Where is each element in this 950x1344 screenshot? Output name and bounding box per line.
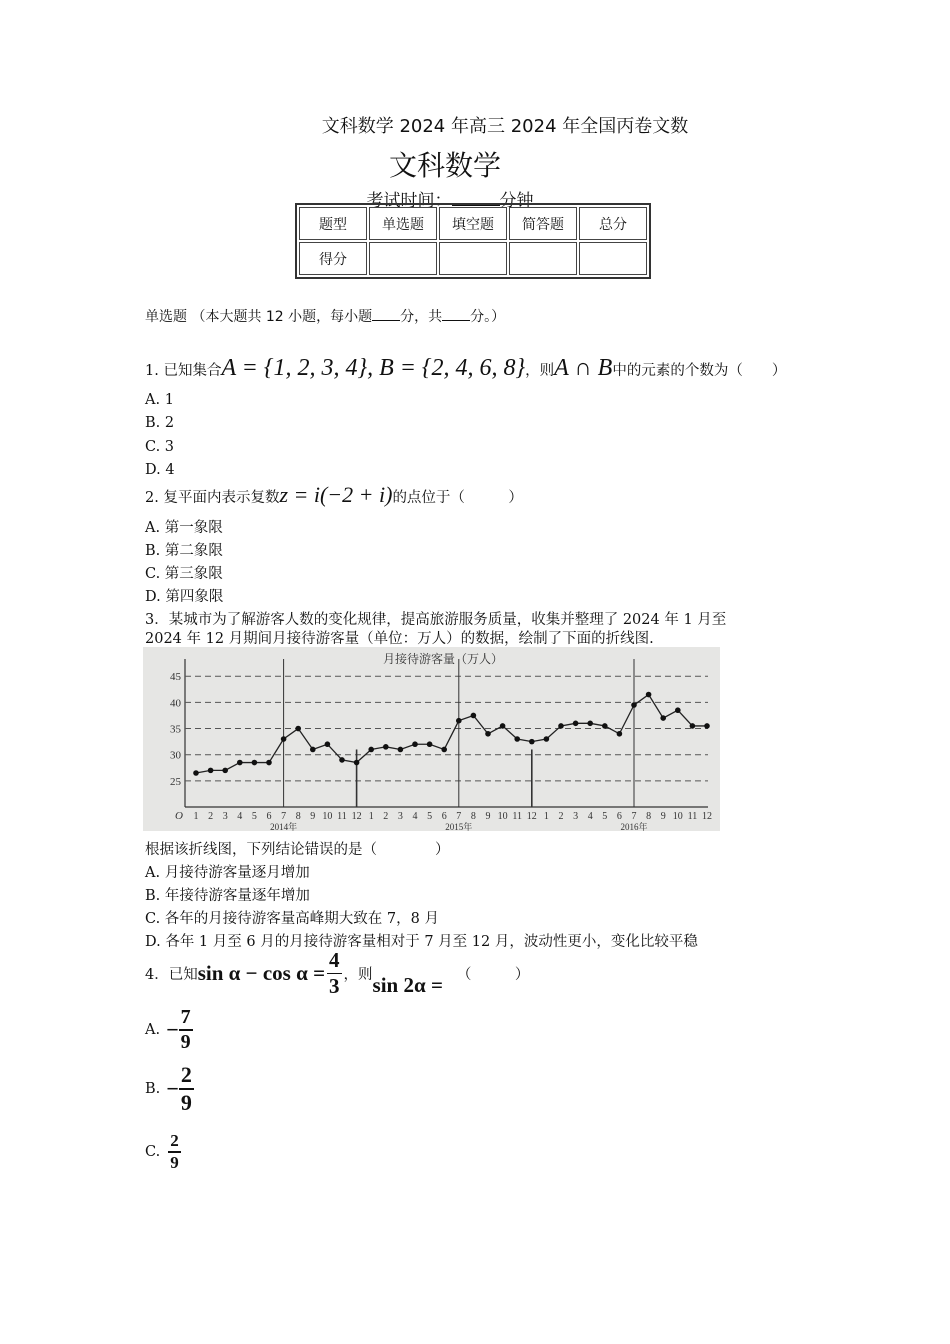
table-cell (369, 242, 437, 275)
data-point (602, 723, 608, 729)
x-tick-label: 5 (602, 811, 608, 822)
q2-option-b: B. 第二象限 (145, 543, 223, 559)
data-point (500, 723, 506, 729)
data-point (354, 760, 360, 766)
x-tick-label: 10 (672, 811, 683, 822)
q4-option-b-sign: − (166, 1076, 179, 1101)
x-tick-label: 3 (222, 811, 228, 822)
table-cell: 单选题 (369, 207, 437, 240)
section-blank-2 (442, 308, 470, 321)
q2-prefix: 2. 复平面内表示复数 (145, 490, 280, 506)
x-tick-label: 1 (193, 811, 199, 822)
data-point (675, 707, 681, 713)
x-tick-label: 2 (208, 811, 214, 822)
data-point (325, 741, 331, 747)
y-tick-label: 30 (170, 749, 181, 762)
x-tick-label: 8 (470, 811, 476, 822)
data-point (456, 718, 462, 724)
section-blank-1 (372, 308, 400, 321)
data-point (558, 723, 564, 729)
score-table-header-row (299, 207, 647, 240)
x-tick-label: 3 (573, 811, 579, 822)
table-cell (509, 242, 577, 275)
x-tick-label: 7 (456, 811, 462, 822)
q2-option-d: D. 第四象限 (145, 589, 224, 605)
q3-prompt: 根据该折线图，下列结论错误的是（ ） (145, 842, 450, 858)
section-text-2: 分，共 (400, 309, 443, 325)
data-point (471, 713, 477, 719)
table-cell: 简答题 (509, 207, 577, 240)
x-tick-label: 1 (368, 811, 374, 822)
chart-title: 月接待游客量（万人） (382, 652, 504, 666)
q4-option-c-num: 2 (168, 1131, 181, 1153)
q4-option-b-den: 9 (180, 1090, 192, 1115)
visitor-line-chart (143, 647, 720, 831)
q4-rhs: sin 2α = (372, 973, 443, 997)
document-title: 文科数学 (388, 149, 501, 182)
q4-option-b-num: 2 (179, 1062, 194, 1090)
y-tick-label: 40 (170, 697, 181, 710)
x-tick-label: 10 (497, 811, 508, 822)
year-label: 2015年 (445, 822, 473, 831)
q3-line-1: 3．某城市为了解游客人数的变化规律，提高旅游服务质量，收集并整理了 2024 年 1 月至 (145, 612, 727, 628)
data-point (646, 692, 652, 698)
data-point (339, 757, 345, 763)
x-tick-label: 6 (616, 811, 622, 822)
y-tick-label: 35 (170, 723, 181, 736)
q1-option-a: A. 1 (145, 392, 174, 408)
q1-option-c: C. 3 (145, 439, 175, 455)
data-point (573, 721, 579, 727)
q1-sets: A = {1, 2, 3, 4}, B = {2, 4, 6, 8} (221, 355, 526, 381)
x-tick-label: 4 (412, 811, 418, 822)
q4-mid: ，则 (343, 967, 373, 983)
data-point (222, 768, 228, 774)
q4-option-c (145, 1131, 181, 1173)
q4-lhs: sin α − cos α = (197, 961, 326, 985)
q3-line-2: 2024 年 12 月期间月接待游客量（单位：万人）的数据，绘制了下面的折线图. (145, 631, 654, 647)
x-tick-label: 12 (351, 811, 362, 822)
x-tick-label: 2 (383, 811, 389, 822)
q3-option-a: A. 月接待游客量逐月增加 (145, 865, 310, 881)
table-cell: 得分 (299, 242, 367, 275)
x-tick-label: 1 (543, 811, 549, 822)
year-label: 2016年 (620, 822, 648, 831)
q1-expr: A ∩ B (554, 355, 613, 381)
question-1 (145, 355, 786, 382)
question-4 (145, 948, 529, 999)
data-point (266, 760, 272, 766)
data-point (660, 715, 666, 721)
x-tick-label: 5 (427, 811, 433, 822)
q1-suffix: 中的元素的个数为（ ） (612, 363, 787, 379)
data-point (368, 747, 374, 753)
section-heading (145, 306, 505, 326)
table-cell (439, 242, 507, 275)
x-tick-label: 3 (397, 811, 403, 822)
header-line: 文科数学 2024 年高三 2024 年全国丙卷文数 (321, 116, 689, 137)
q4-option-a-fraction (179, 1006, 193, 1054)
y-tick-label: 25 (170, 775, 181, 788)
data-point (427, 741, 433, 747)
data-point (485, 731, 491, 737)
q4-option-b-label: B. (145, 1081, 161, 1097)
x-tick-label: 9 (310, 811, 316, 822)
q4-fraction (327, 948, 342, 999)
question-2 (145, 482, 523, 508)
data-point (441, 747, 447, 753)
q4-option-c-fraction (168, 1131, 181, 1173)
x-tick-label: 12 (702, 811, 712, 822)
data-point (617, 731, 623, 737)
data-point (281, 736, 287, 742)
q1-mid: ，则 (525, 363, 555, 379)
q4-option-a-sign: − (166, 1017, 179, 1042)
data-point (514, 736, 520, 742)
q4-frac-num: 4 (329, 948, 340, 972)
table-cell: 填空题 (439, 207, 507, 240)
y-tick-label: 45 (170, 671, 181, 684)
year-label: 2014年 (270, 822, 298, 831)
x-tick-label: 4 (587, 811, 593, 822)
x-tick-label: 8 (646, 811, 652, 822)
q4-prefix: 4．已知 (145, 967, 198, 983)
q4-option-a (145, 1006, 193, 1054)
q4-option-a-label: A. (145, 1022, 161, 1038)
q2-expr: z = i(−2 + i) (279, 482, 393, 507)
data-point (310, 747, 316, 753)
document-header (0, 112, 950, 211)
x-tick-label: 2 (558, 811, 564, 822)
score-table (295, 203, 651, 279)
q2-option-a: A. 第一象限 (145, 520, 223, 536)
q4-option-b (145, 1062, 194, 1116)
table-cell: 题型 (299, 207, 367, 240)
x-tick-label: 10 (322, 811, 333, 822)
data-point (412, 741, 418, 747)
q1-option-b: B. 2 (145, 415, 175, 431)
x-tick-label: 4 (237, 811, 243, 822)
x-tick-label: 7 (281, 811, 287, 822)
data-point (690, 723, 696, 729)
data-point (529, 739, 535, 745)
x-tick-label: 6 (266, 811, 272, 822)
x-tick-label: 6 (441, 811, 447, 822)
chart-svg (143, 647, 720, 831)
q4-frac-den: 3 (329, 974, 340, 998)
data-point (193, 770, 199, 776)
data-point (383, 744, 389, 750)
q4-option-c-label: C. (145, 1144, 161, 1160)
series-line (196, 695, 707, 773)
q3-option-b: B. 年接待游客量逐年增加 (145, 888, 310, 904)
origin-label: O (175, 810, 183, 822)
table-cell: 总分 (579, 207, 647, 240)
x-tick-label: 5 (251, 811, 257, 822)
data-point (704, 723, 710, 729)
q4-option-a-den: 9 (180, 1031, 191, 1053)
data-point (631, 702, 637, 708)
q3-option-c: C. 各年的月接待游客量高峰期大致在 7，8 月 (145, 911, 439, 927)
q4-suffix: （ ） (456, 967, 530, 983)
q4-option-a-num: 7 (179, 1006, 193, 1031)
q2-option-c: C. 第三象限 (145, 566, 223, 582)
x-tick-label: 9 (485, 811, 491, 822)
data-point (544, 736, 550, 742)
q2-suffix: 的点位于（ ） (392, 490, 523, 506)
x-tick-label: 11 (512, 811, 523, 822)
q4-option-c-den: 9 (170, 1153, 179, 1172)
table-cell (579, 242, 647, 275)
q3-option-d: D. 各年 1 月至 6 月的月接待游客量相对于 7 月至 12 月，波动性更小，变化比较平稳 (145, 934, 698, 950)
x-tick-label: 11 (337, 811, 347, 822)
data-point (208, 768, 214, 774)
section-text-3: 分。） (470, 309, 506, 325)
x-tick-label: 11 (687, 811, 698, 822)
x-tick-label: 9 (660, 811, 666, 822)
data-point (587, 721, 593, 727)
data-point (295, 726, 301, 732)
x-tick-label: 8 (295, 811, 301, 822)
section-text-1: 单选题 （本大题共 12 小题，每小题 (145, 309, 373, 325)
data-point (252, 760, 258, 766)
q1-option-d: D. 4 (145, 462, 175, 478)
x-tick-label: 7 (631, 811, 637, 822)
q1-prefix: 1. 已知集合 (145, 363, 222, 379)
data-point (237, 760, 243, 766)
exam-time-unit: 分钟 (499, 191, 534, 211)
exam-time-label: 考试时间： (366, 191, 452, 211)
q4-option-b-fraction (179, 1062, 194, 1116)
x-tick-label: 12 (526, 811, 537, 822)
score-table-score-row (299, 242, 647, 275)
data-point (398, 747, 404, 753)
